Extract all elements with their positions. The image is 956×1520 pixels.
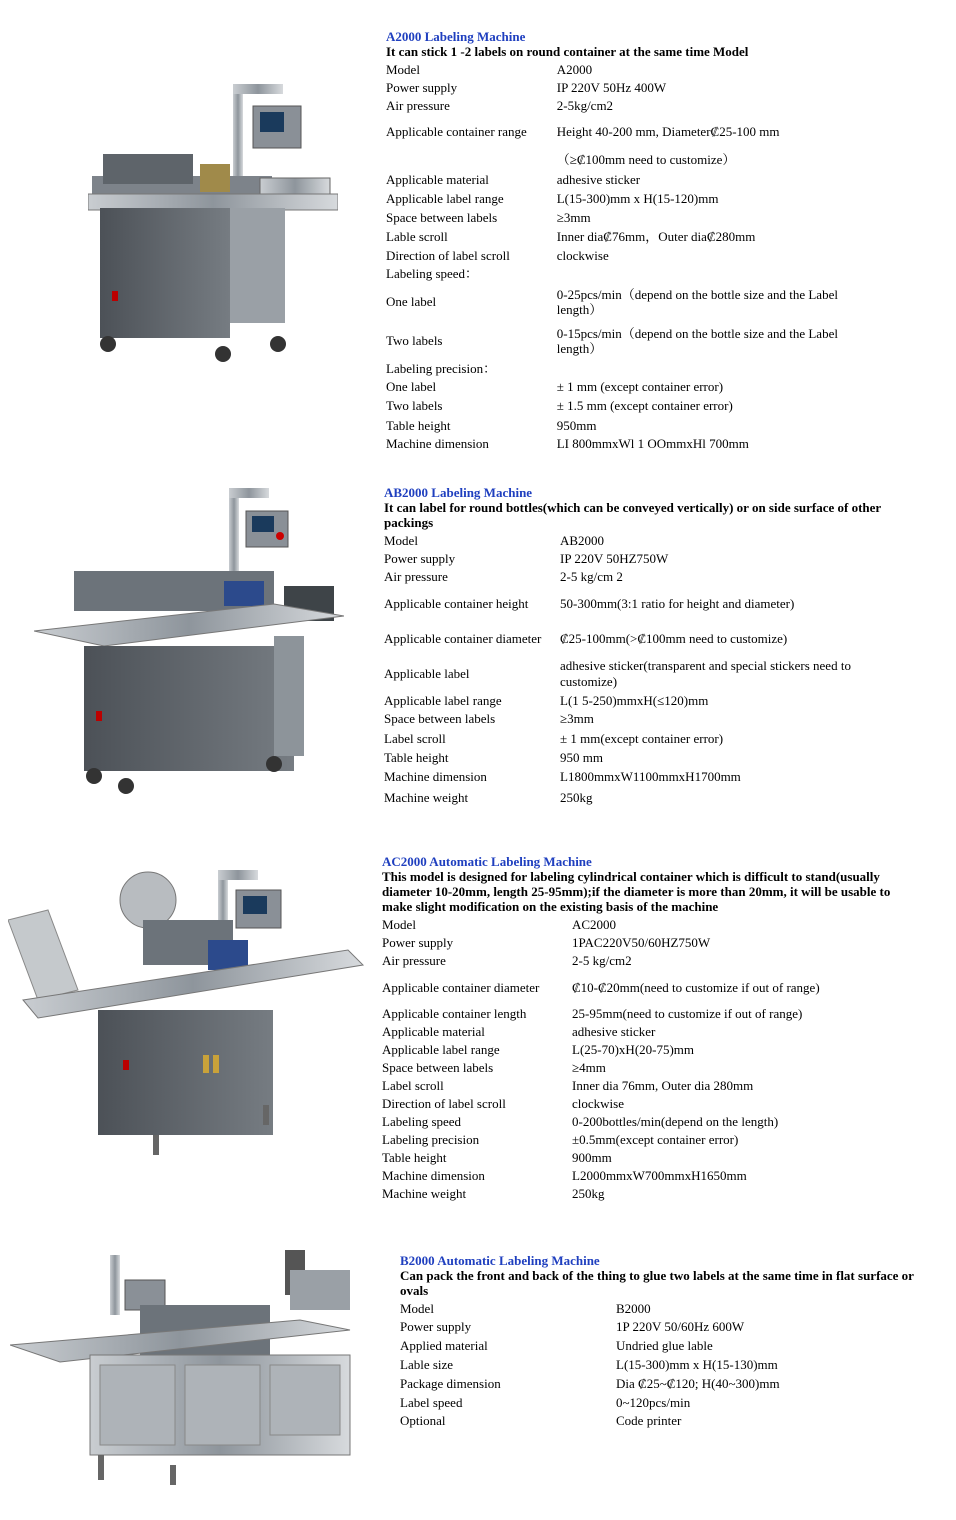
spec-value: 25-95mm(need to customize if out of range) <box>572 1006 803 1022</box>
b2000-description: Can pack the front and back of the thing to glue two labels at the same time in flat surface or ovals <box>400 1267 914 1298</box>
spec-value: ± 1 mm(except container error) <box>560 730 724 746</box>
spec-label: Applicable container height <box>384 595 529 611</box>
spec-value: L2000mmxW700mmxH1650mm <box>572 1168 747 1184</box>
spec-value: 0~120pcs/min <box>616 1394 691 1410</box>
table-row <box>384 728 890 749</box>
spec-value: L(25-70)xH(20-75)mm <box>572 1042 695 1058</box>
spec-label: Model <box>400 1301 434 1317</box>
spec-label: Machine dimension <box>386 436 489 452</box>
spec-label: Labeling precision： <box>386 360 497 376</box>
spec-value: ± 1 mm (except container error) <box>556 378 724 394</box>
spec-value: LI 800mmxWl 1 OOmmxHl 700mm <box>556 436 749 452</box>
spec-value: ≥3mm <box>556 209 591 225</box>
spec-value: L1800mmxW1100mmxH1700mm <box>560 768 741 784</box>
spec-label: Power supply <box>382 935 454 951</box>
spec-label: Machine dimension <box>384 768 487 784</box>
a2000-spec-table <box>386 61 856 453</box>
table-row <box>382 1059 820 1077</box>
table-row <box>386 189 856 208</box>
table-row <box>382 1113 820 1131</box>
ab2000-spec-table <box>384 532 890 809</box>
spec-value: L(15-300)mm x H(15-130)mm <box>616 1356 778 1372</box>
spec-value: ₡10-₡20mm(need to customize if out of range) <box>572 979 820 995</box>
spec-value: 1PAC220V50/60HZ750W <box>572 935 711 951</box>
spec-label: Package dimension <box>400 1375 501 1391</box>
table-row <box>386 322 856 360</box>
table-row <box>382 1023 820 1041</box>
spec-label: Table height <box>382 1150 447 1166</box>
table-row <box>382 1005 820 1023</box>
spec-label <box>386 149 557 171</box>
table-row <box>384 710 890 728</box>
spec-value: A2000 <box>556 62 593 78</box>
spec-label: Space between labels <box>382 1060 494 1076</box>
spec-value: Code printer <box>616 1413 682 1429</box>
table-row <box>386 79 856 97</box>
spec-label: Applicable label range <box>382 1042 500 1058</box>
spec-label: Label speed <box>400 1394 463 1410</box>
spec-value: Dia ₡25~₡120; H(40~300)mm <box>616 1375 780 1391</box>
spec-label: Applicable container diameter <box>384 630 542 646</box>
spec-label: Labeling precision <box>382 1132 480 1148</box>
spec-label: Machine weight <box>384 789 469 805</box>
spec-value: AC2000 <box>572 917 617 933</box>
table-row <box>382 1149 820 1167</box>
table-row <box>386 435 856 453</box>
spec-label: Machine weight <box>382 1186 467 1202</box>
table-row <box>386 246 856 265</box>
spec-value: ±0.5mm(except container error) <box>572 1132 739 1148</box>
table-row <box>384 550 890 568</box>
spec-value: ₡25-100mm(>₡100mm need to customize) <box>560 630 788 646</box>
table-row <box>384 786 890 809</box>
spec-label: Model <box>384 533 418 549</box>
spec-label: Applicable container range <box>386 124 527 140</box>
spec-label: Power supply <box>386 80 458 96</box>
table-row <box>384 692 890 710</box>
table-row <box>400 1374 780 1393</box>
table-row <box>382 1041 820 1059</box>
spec-label: Space between labels <box>384 711 496 727</box>
b2000-title: B2000 Automatic Labeling Machine <box>400 1253 600 1268</box>
spec-label: Lable scroll <box>386 228 448 244</box>
table-row <box>386 149 856 171</box>
spec-label: Label scroll <box>382 1078 444 1094</box>
spec-value: Height 40-200 mm, Diameter₡25-100 mm <box>556 124 780 140</box>
spec-value: 250kg <box>560 789 593 805</box>
table-row <box>382 1077 820 1095</box>
spec-value: IP 220V 50Hz 400W <box>556 80 667 96</box>
spec-value: L(15-300)mm x H(15-120)mm <box>556 190 719 206</box>
ac2000-title: AC2000 Automatic Labeling Machine <box>382 854 592 869</box>
spec-label: Two labels <box>386 333 443 349</box>
spec-value: 0-25pcs/min（depend on the bottle size and the Label length） <box>556 286 838 317</box>
spec-value: （≥₡100mm need to customize） <box>556 152 736 168</box>
spec-value: 0-200bottles/min(depend on the length) <box>572 1114 779 1130</box>
table-row <box>382 1167 820 1185</box>
spec-label: Two labels <box>386 398 443 414</box>
table-row <box>384 586 890 621</box>
spec-label: Power supply <box>400 1319 472 1335</box>
spec-value: ≥4mm <box>572 1060 606 1076</box>
spec-value: 250kg <box>572 1186 605 1202</box>
spec-label: Table height <box>386 417 451 433</box>
spec-value: 2-5 kg/cm 2 <box>560 569 623 585</box>
spec-label: Labeling speed <box>382 1114 462 1130</box>
table-row <box>400 1318 780 1336</box>
table-row <box>384 532 890 550</box>
table-row <box>400 1355 780 1374</box>
table-row <box>386 227 856 246</box>
spec-value: clockwise <box>572 1096 624 1112</box>
spec-label: Applicable label range <box>384 693 502 709</box>
spec-label: Power supply <box>384 551 456 567</box>
table-row <box>400 1336 780 1355</box>
table-row <box>384 749 890 767</box>
spec-label: Applied material <box>400 1337 488 1353</box>
table-row <box>382 970 820 1005</box>
table-row <box>384 656 890 692</box>
spec-value: L(1 5-250)mmxH(≤120)mm <box>560 693 709 709</box>
spec-label: Applicable material <box>382 1024 485 1040</box>
spec-value: 2-5kg/cm2 <box>556 98 614 114</box>
spec-value: 0-15pcs/min（depend on the bottle size and the Label length） <box>556 325 838 356</box>
spec-value: AB2000 <box>560 533 605 549</box>
spec-value: ≥3mm <box>560 711 594 727</box>
spec-value: ± 1.5 mm (except container error) <box>556 398 733 414</box>
table-row <box>386 416 856 435</box>
a2000-machine-image <box>88 76 338 376</box>
spec-label: Applicable material <box>386 172 489 188</box>
spec-label: Direction of label scroll <box>382 1096 506 1112</box>
table-row <box>382 1131 820 1149</box>
spec-label: Model <box>386 62 420 78</box>
table-row <box>382 1095 820 1113</box>
spec-value: B2000 <box>616 1301 651 1317</box>
table-row <box>400 1300 780 1318</box>
table-row <box>386 208 856 227</box>
table-row <box>384 568 890 586</box>
spec-label: Applicable container length <box>382 1006 527 1022</box>
spec-label: Table height <box>384 750 449 766</box>
ac2000-spec-block <box>382 855 922 1203</box>
spec-value: adhesive sticker <box>556 172 641 188</box>
spec-label: Model <box>382 917 416 933</box>
ac2000-machine-image <box>8 860 368 1160</box>
spec-value: Undried glue lable <box>616 1337 713 1353</box>
b2000-spec-block <box>400 1254 940 1430</box>
table-row <box>384 767 890 786</box>
a2000-description: It can stick 1 -2 labels on round container at the same time Model <box>386 43 749 59</box>
table-row <box>386 396 856 416</box>
table-row <box>386 282 856 322</box>
spec-value: Inner dia₡76mm，Outer dia₡280mm <box>556 228 756 244</box>
spec-value: 1P 220V 50/60Hz 600W <box>616 1319 745 1335</box>
spec-label: Space between labels <box>386 209 498 225</box>
spec-value: 950 mm <box>560 750 603 766</box>
spec-label: Label scroll <box>384 730 446 746</box>
table-row <box>386 115 856 149</box>
ac2000-description: This model is designed for labeling cylindrical container which is difficult to stand(usually diameter 10-20mm, length 25-95mm);if the diameter is more than 20mm, it will be usable to make slight modification on the existing basis of the machine <box>382 868 891 914</box>
spec-label: Machine dimension <box>382 1168 485 1184</box>
b2000-machine-image <box>10 1250 360 1490</box>
table-row <box>382 952 820 970</box>
spec-value: 900mm <box>572 1150 612 1166</box>
table-row <box>386 360 856 377</box>
ab2000-spec-block <box>384 486 924 809</box>
spec-label: Applicable label range <box>386 190 504 206</box>
spec-label: One label <box>386 294 437 310</box>
table-row <box>386 61 856 79</box>
spec-label: Air pressure <box>382 953 446 969</box>
table-row <box>386 377 856 396</box>
spec-label: Optional <box>400 1413 446 1429</box>
b2000-spec-table <box>400 1300 780 1430</box>
spec-value: adhesive sticker(transparent and special stickers need to customize) <box>560 658 851 689</box>
ab2000-machine-image <box>34 486 344 796</box>
table-row <box>382 934 820 952</box>
a2000-spec-block <box>386 30 856 453</box>
a2000-title: A2000 Labeling Machine <box>386 29 526 44</box>
spec-label: Applicable label <box>384 666 470 682</box>
table-row <box>384 621 890 656</box>
spec-label: Direction of label scroll <box>386 247 510 263</box>
spec-value <box>557 265 856 282</box>
spec-label: Air pressure <box>386 98 450 114</box>
spec-label: Lable size <box>400 1356 454 1372</box>
table-row <box>386 171 856 189</box>
spec-label: Labeling speed： <box>386 265 479 281</box>
table-row <box>386 97 856 115</box>
spec-value: Inner dia 76mm, Outer dia 280mm <box>572 1078 754 1094</box>
spec-label: One label <box>386 378 437 394</box>
table-row <box>382 916 820 934</box>
spec-label: Air pressure <box>384 569 448 585</box>
ab2000-description: It can label for round bottles(which can be conveyed vertically) or on side surface of other packings <box>384 499 881 530</box>
spec-value: clockwise <box>556 247 609 263</box>
ab2000-title: AB2000 Labeling Machine <box>384 485 533 500</box>
spec-value: 2-5 kg/cm2 <box>572 953 632 969</box>
spec-value: 950mm <box>556 417 597 433</box>
table-row <box>400 1393 780 1412</box>
table-row <box>382 1185 820 1203</box>
table-row <box>386 265 856 282</box>
spec-label: Applicable container diameter <box>382 979 540 995</box>
spec-value: IP 220V 50HZ750W <box>560 551 669 567</box>
spec-value: 50-300mm(3:1 ratio for height and diameter) <box>560 595 795 611</box>
table-row <box>400 1412 780 1430</box>
spec-value <box>557 360 856 377</box>
ac2000-spec-table <box>382 916 820 1203</box>
spec-value: adhesive sticker <box>572 1024 656 1040</box>
